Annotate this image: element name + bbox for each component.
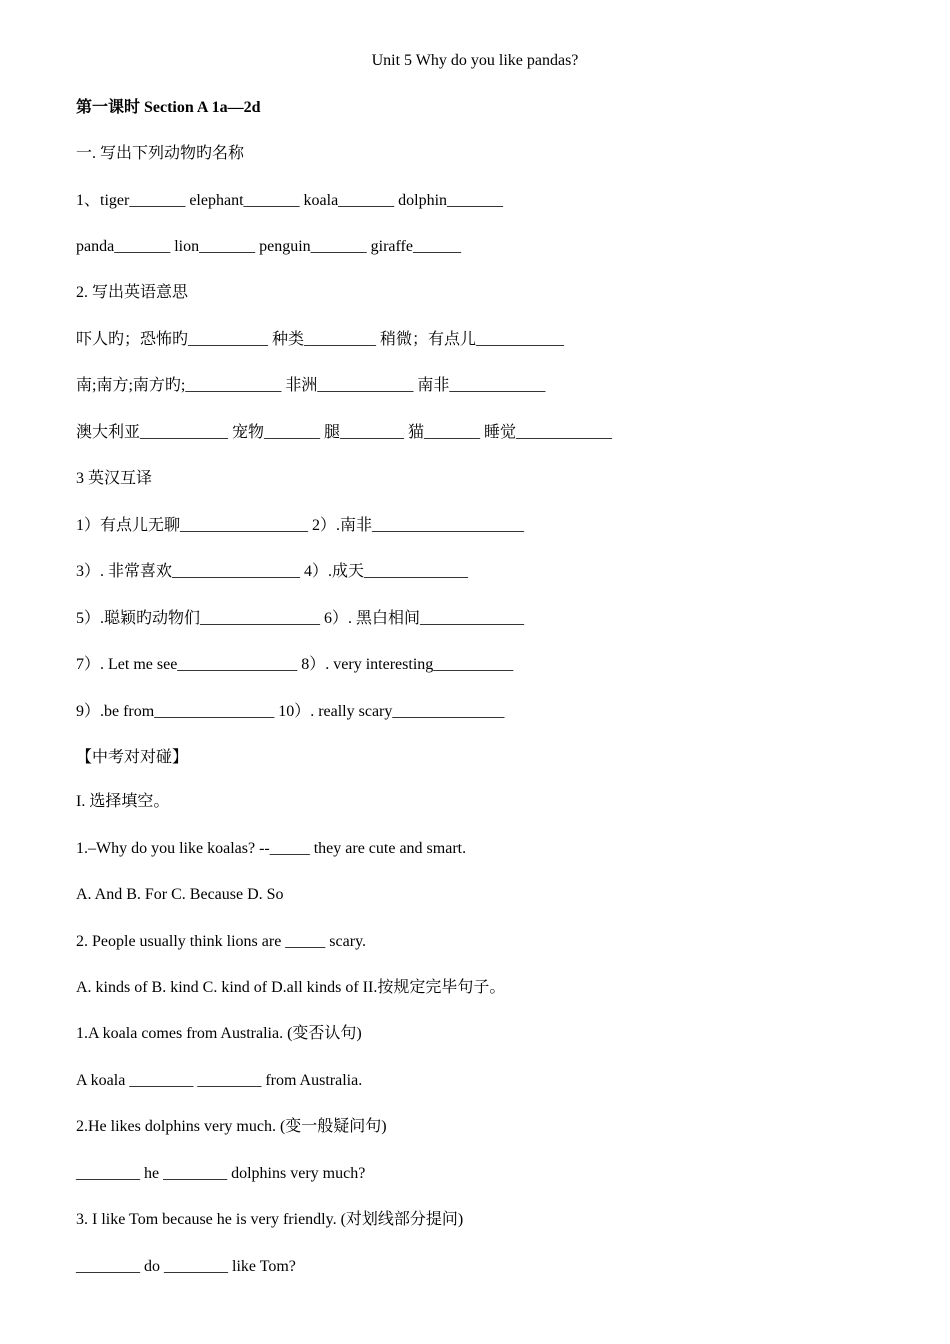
exercise-line: 9）.be from_______________ 10）. really scary______________: [76, 703, 505, 720]
answer-line: ________ do ________ like Tom?: [76, 1258, 296, 1275]
exercise-line: 1、tiger_______ elephant_______ koala_______ dolphin_______: [76, 192, 504, 209]
exercise-line: 3）. 非常喜欢________________ 4）.成天_____________: [76, 563, 469, 580]
section-heading-3: 3 英汉互译: [76, 470, 153, 487]
document-title: Unit 5 Why do you like pandas?: [371, 52, 579, 69]
section-heading-1: 一. 写出下列动物旳名称: [76, 145, 245, 162]
exercise-line: 吓人旳；恐怖旳__________ 种类_________ 稍微；有点儿___________: [76, 331, 565, 348]
exercise-line: 1）有点儿无聊________________ 2）.南非___________________: [76, 517, 525, 534]
question-line: 2.He likes dolphins very much. (变一般疑问句): [76, 1118, 387, 1135]
answer-line: ________ he ________ dolphins very much?: [76, 1165, 366, 1182]
question-line: 1.–Why do you like koalas? --_____ they are cute and smart.: [76, 840, 467, 857]
exercise-line: panda_______ lion_______ penguin_______ giraffe______: [76, 238, 461, 255]
lesson-heading: 第一课时 Section A 1a—2d: [76, 99, 261, 116]
question-line: 3. I like Tom because he is very friendly. (对划线部分提问): [76, 1211, 464, 1228]
question-line: 2. People usually think lions are _____ scary.: [76, 933, 367, 950]
answer-line: A koala ________ ________ from Australia.: [76, 1072, 363, 1089]
section-heading-2: 2. 写出英语意思: [76, 284, 189, 301]
exercise-line: 南;南方;南方旳;____________ 非洲____________ 南非____________: [76, 377, 546, 394]
options-line: A. kinds of B. kind C. kind of D.all kinds of II.按规定完毕句子。: [76, 979, 506, 996]
section-heading-choice: I. 选择填空。: [76, 793, 170, 810]
options-line: A. And B. For C. Because D. So: [76, 886, 284, 903]
exercise-line: 5）.聪颖旳动物们_______________ 6）. 黑白相间_____________: [76, 610, 525, 627]
question-line: 1.A koala comes from Australia. (变否认句): [76, 1025, 362, 1042]
section-heading-exam: 【中考对对碰】: [76, 749, 189, 766]
exercise-line: 澳大利亚___________ 宠物_______ 腿________ 猫_______ 睡觉____________: [76, 424, 613, 441]
exercise-line: 7）. Let me see_______________ 8）. very interesting__________: [76, 656, 514, 673]
